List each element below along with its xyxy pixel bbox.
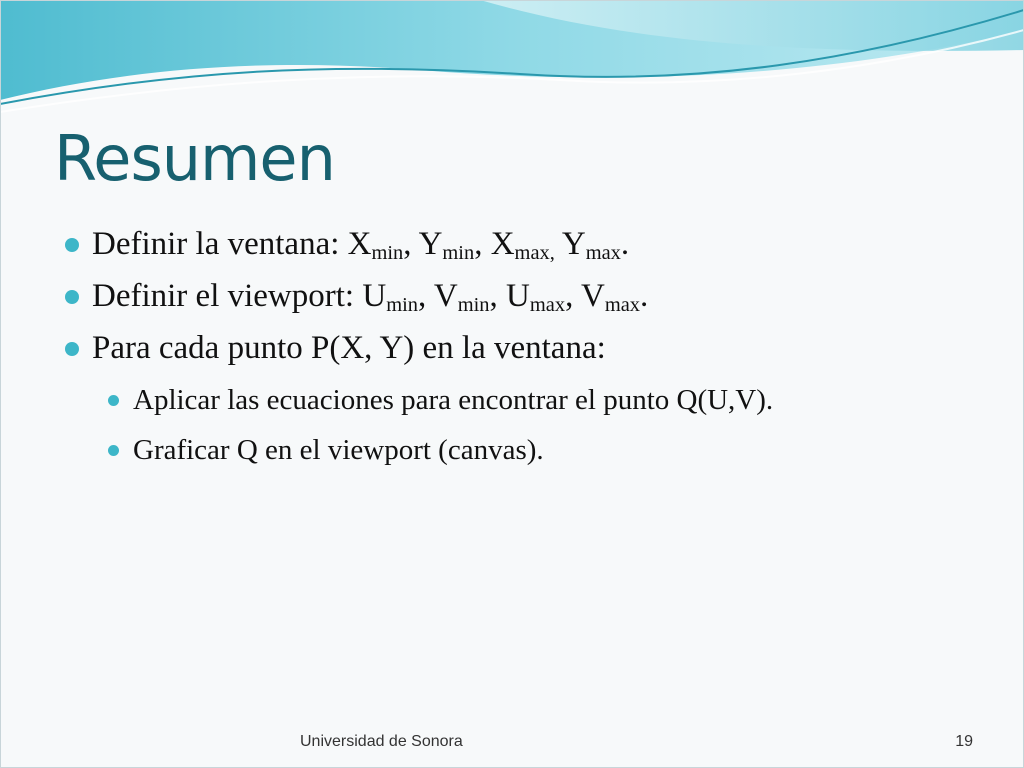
variable-text: U bbox=[362, 278, 387, 314]
bullet-list bbox=[62, 222, 1002, 478]
bullet-text: Definir la ventana: bbox=[92, 226, 348, 262]
variable-subscript: max bbox=[604, 294, 640, 317]
page-number: 19 bbox=[955, 733, 973, 750]
separator-text: , bbox=[474, 226, 491, 262]
variable-text: V bbox=[580, 278, 605, 314]
variable-text: X bbox=[490, 226, 515, 262]
separator-text: , bbox=[417, 278, 434, 314]
variable-text: V bbox=[433, 278, 458, 314]
bullet-item bbox=[62, 326, 1002, 378]
variable-subscript: max bbox=[529, 294, 566, 317]
footer-text: Universidad de Sonora bbox=[300, 733, 463, 750]
separator-text: , bbox=[565, 278, 581, 314]
sub-bullet-dot-icon bbox=[108, 445, 119, 456]
separator-text: . bbox=[620, 226, 630, 262]
bullet-item bbox=[62, 222, 1002, 274]
separator-text: , bbox=[403, 226, 419, 262]
variable-text: X bbox=[347, 226, 372, 262]
sub-bullet-item bbox=[62, 378, 1002, 428]
bullet-text: Definir el viewport: bbox=[92, 278, 363, 314]
variable-text: U bbox=[506, 278, 530, 314]
separator-text bbox=[555, 226, 562, 262]
variable-subscript: max, bbox=[514, 242, 555, 265]
bullet-text: Para cada punto P(X, Y) en la ventana: bbox=[92, 330, 606, 366]
variable-subscript: min bbox=[457, 294, 490, 317]
bullet-dot-icon bbox=[65, 238, 79, 252]
slide-title: Resumen bbox=[54, 122, 335, 195]
bullet-dot-icon bbox=[65, 290, 79, 304]
variable-text: Y bbox=[561, 226, 586, 262]
sub-bullet-item bbox=[62, 428, 1002, 478]
header-wave-decoration bbox=[0, 0, 1024, 120]
variable-subscript: min bbox=[386, 294, 418, 317]
sub-bullet-text: Graficar Q en el viewport (canvas). bbox=[133, 434, 544, 466]
sub-bullet-dot-icon bbox=[108, 395, 119, 406]
sub-bullet-text: Aplicar las ecuaciones para encontrar el punto Q(U,V). bbox=[133, 384, 774, 416]
variable-subscript: min bbox=[442, 242, 475, 265]
separator-text: . bbox=[640, 278, 649, 314]
variable-subscript: max bbox=[585, 242, 621, 265]
bullet-item bbox=[62, 274, 1002, 326]
separator-text: , bbox=[489, 278, 507, 314]
variable-text: Y bbox=[418, 226, 443, 262]
variable-subscript: min bbox=[371, 242, 404, 265]
bullet-dot-icon bbox=[65, 342, 79, 356]
